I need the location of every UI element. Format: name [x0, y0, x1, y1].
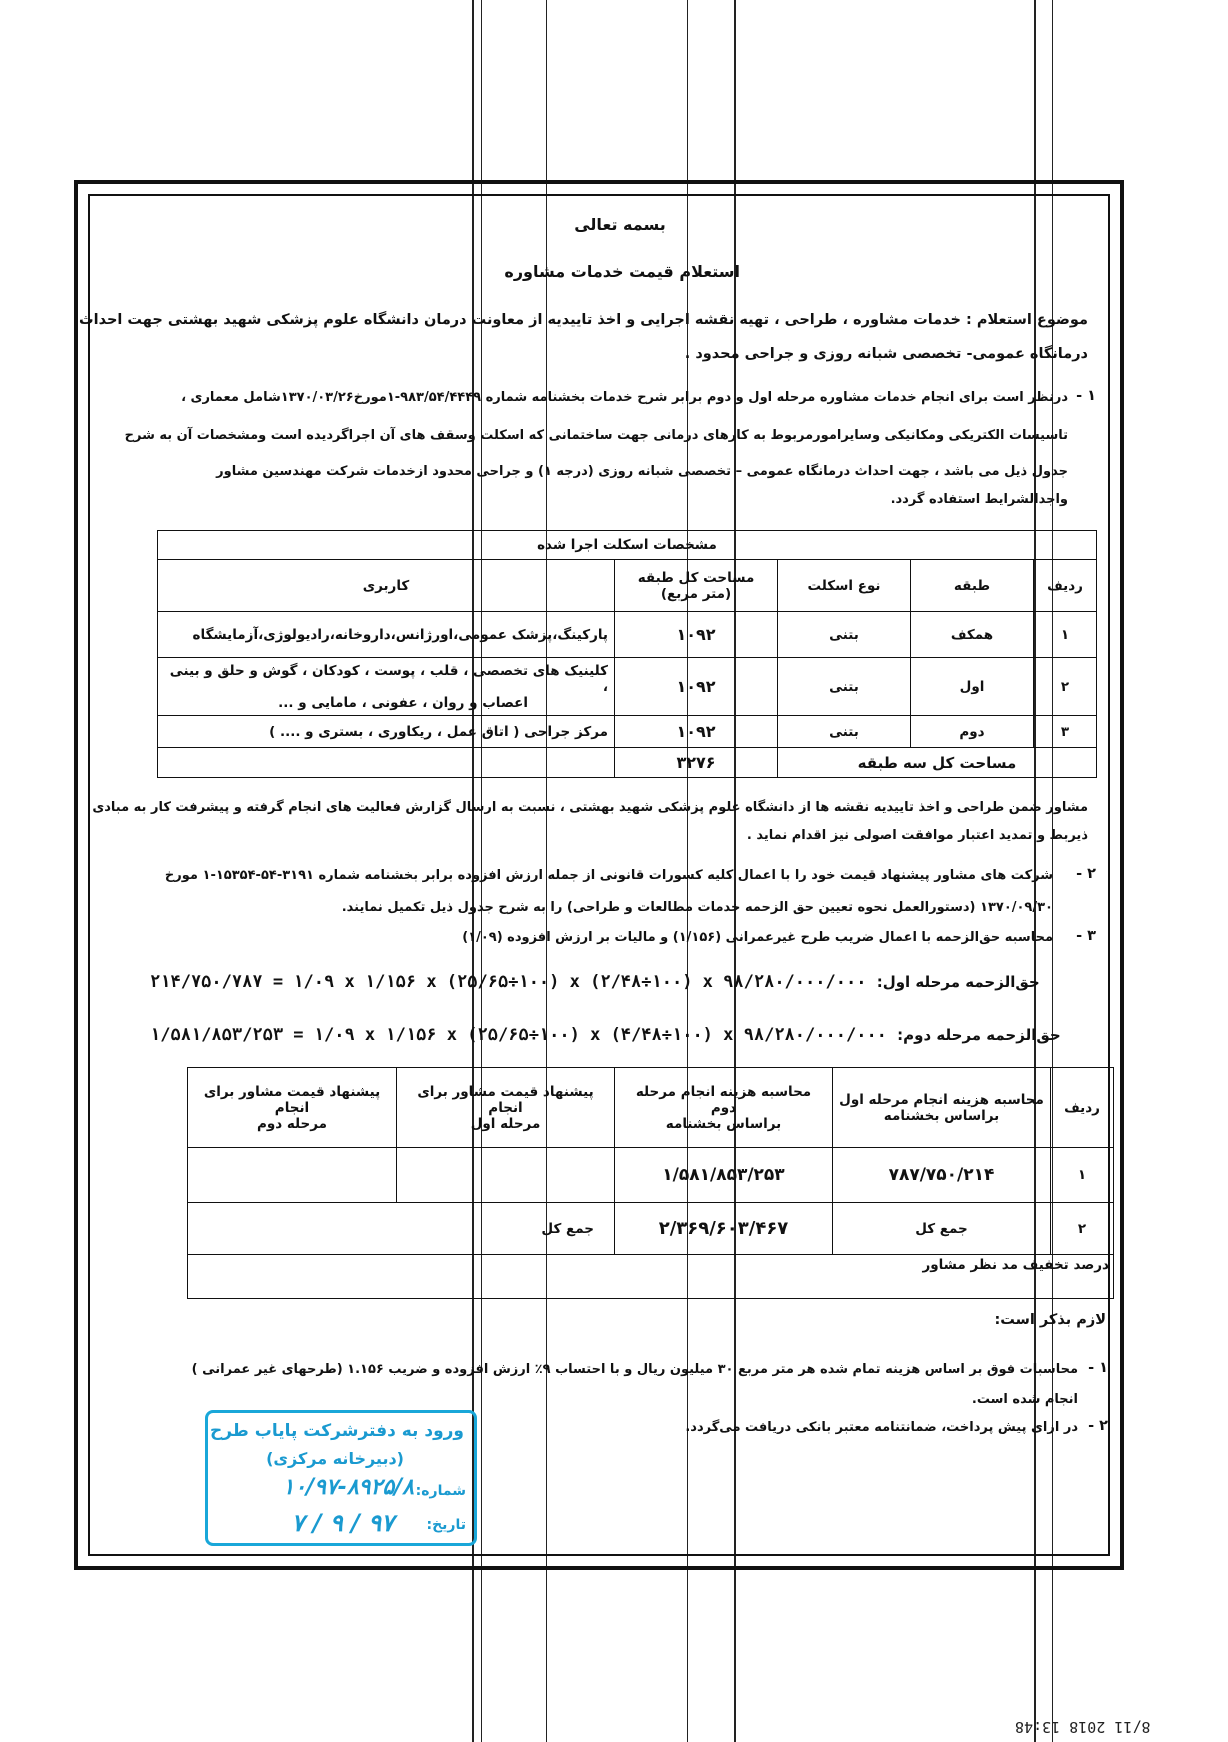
stamp-date-value: ۹۷ / ۹ / ۷	[291, 1509, 394, 1537]
table2-discount-row[interactable]	[188, 1255, 1114, 1299]
fee-formula-phase-1-expr: ۲۱۴/۷۵۰/۷۸۷ = ۱/۰۹ x ۱/۱۵۶ x (۲۵/۶۵÷۱۰۰) x (۲/۴۸÷۱۰۰) x ۹۸/۲۸۰/۰۰۰/۰۰۰	[150, 972, 867, 992]
note1-number: ۱ -	[1088, 1360, 1108, 1376]
fee-formula-phase-2	[150, 1025, 1061, 1045]
note1-line-1: محاسبات فوق بر اساس هزینه تمام شده هر متر مربع ۳۰ میلیون ریال و با احتساب ۹٪ ارزش افزوده و ضریب ۱.۱۵۶ (طرحهای غیر عمرانی )	[191, 1362, 1078, 1377]
table-row	[188, 1148, 1114, 1203]
para3-line-1: محاسبه حق‌الزحمه با اعمال ضریب طرح غیرعمرانی (۱/۱۵۶) و مالیات بر ارزش افزوده (۱/۰۹)	[462, 930, 1053, 945]
table1-header-area-line1: مساحت کل طبقه	[637, 569, 755, 586]
fax-timestamp: 8/11 2018 13:48	[1015, 1718, 1151, 1736]
table2-cell-no: ۱	[1051, 1148, 1114, 1203]
notes-heading: لازم بذکر است:	[994, 1312, 1106, 1328]
subject-line-1: موضوع استعلام : خدمات مشاوره ، طراحی ، تهیه نقشه اجرایی و اخذ تاییدیه از معاونت درمان دانشگاه علوم پزشکی شهید بهشتی جهت احداث	[79, 312, 1088, 328]
table1-cell-floor: همکف	[911, 612, 1034, 658]
para1-line-2: تاسیسات الکتریکی ومکانیکی وسایرامورمربوط به کارهای درمانی جهت ساختمانی که اسکلت وسقف های آن اجراگردیده است ومشخصات آن به شرح	[124, 428, 1068, 443]
table1-header-row: ردیف	[1034, 560, 1097, 612]
skeleton-specs-table	[157, 530, 1097, 778]
para2-line-1: شرکت های مشاور پیشنهاد قیمت خود را با اعمال کلیه کسورات قانونی از جمله ارزش افزوده برابر بخشنامه شماره ۳۱۹۱-۵۴-۱۵۳۵۴-۱ مورخ	[164, 868, 1053, 883]
fee-formula-phase-2-expr: ۱/۵۸۱/۸۵۳/۲۵۳ = ۱/۰۹ x ۱/۱۵۶ x (۲۵/۶۵÷۱۰۰) x (۴/۴۸÷۱۰۰) x ۹۸/۲۸۰/۰۰۰/۰۰۰	[150, 1025, 887, 1045]
table2-cell-phase2-offer[interactable]	[188, 1148, 397, 1203]
para1-number: ۱ -	[1076, 388, 1096, 404]
table2-cell-phase2-calc: ۱/۵۸۱/۸۵۳/۲۵۳	[615, 1148, 833, 1203]
note2-number: ۲ -	[1088, 1418, 1108, 1434]
table1-total-label: مساحت کل سه طبقه	[778, 748, 1097, 778]
table2-cell-phase1-offer[interactable]	[397, 1148, 615, 1203]
table1-total-empty	[158, 748, 615, 778]
table2-header-phase2-calc	[615, 1068, 833, 1148]
table1-cell-area: ۱۰۹۲	[615, 612, 778, 658]
subject-line-2: درمانگاه عمومی- تخصصی شبانه روزی و جراحی محدود .	[684, 346, 1088, 362]
table1-cell-usage-line2: اعصاب و روان ، عفونی ، مامایی و ...	[278, 694, 528, 711]
table2-header-phase1-offer-line1: پیشنهاد قیمت مشاور برای انجام	[417, 1083, 594, 1116]
table-row	[158, 612, 1097, 658]
table2-header-row: ردیف	[1051, 1068, 1114, 1148]
table2-cell-total-label: جمع کل	[833, 1203, 1051, 1255]
para2-number: ۲ -	[1076, 866, 1096, 882]
note1-line-2: انجام شده است.	[971, 1392, 1078, 1407]
stamp-number-label: شماره:	[415, 1483, 466, 1499]
table2-header-phase2-calc-line2: براساس بخشنامه	[665, 1115, 782, 1132]
table2-cell-phase1-calc: ۷۸۷/۷۵۰/۲۱۴	[833, 1148, 1051, 1203]
table1-cell-type: بتنی	[778, 612, 911, 658]
table-row	[158, 716, 1097, 748]
stamp-number-value: ۱۰/۹۷-۸۹۲۵/۸	[282, 1475, 414, 1500]
stamp-line-2: (دبیرخانه مرکزی)	[266, 1449, 404, 1468]
table2-discount-label: درصد تخفیف مد نظر مشاور	[922, 1257, 1109, 1273]
stamp-line-1: ورود به دفترشرکت پایاب طرح	[209, 1421, 464, 1441]
table2-cell-no: ۲	[1051, 1203, 1114, 1255]
table2-header-phase2-offer-line1: پیشنهاد قیمت مشاور برای انجام	[203, 1083, 381, 1116]
table1-cell-no: ۱	[1034, 612, 1097, 658]
table2-header-phase2-offer-line2: مرحله دوم	[256, 1115, 328, 1132]
note2-line-1: در ازای پیش پرداخت، ضمانتنامه معتبر بانکی دریافت می‌گردد.	[685, 1420, 1078, 1435]
table1-cell-floor: اول	[911, 658, 1034, 716]
para1-line-1: درنظر است برای انجام خدمات مشاوره مرحله اول و دوم برابر شرح خدمات بخشنامه شماره ۹۸۳/۵۴/۴۴۴۹-۱مورخ۱۳۷۰/۰۳/۲۶شامل معماری ،	[181, 390, 1068, 405]
table1-cell-type: بتنی	[778, 716, 911, 748]
table-row	[188, 1203, 1114, 1255]
table1-header-floor: طبقه	[911, 560, 1034, 612]
receipt-stamp	[205, 1410, 477, 1546]
bismillah: بسمه تعالی	[574, 215, 666, 234]
table2-cell-offer-total-label: جمع کل	[541, 1220, 594, 1237]
table1-cell-usage: مرکز جراحی ( اتاق عمل ، ریکاوری ، بستری و .... )	[158, 716, 615, 748]
table-row	[158, 658, 1097, 716]
para2-line-2: ۱۳۷۰/۰۹/۳۰ (دستورالعمل نحوه تعیین حق الزحمه خدمات مطالعات و طراحی) را به شرح جدول ذیل تکمیل نمایند.	[341, 900, 1053, 915]
table1-cell-area: ۱۰۹۲	[615, 716, 778, 748]
table2-header-phase2-offer	[188, 1068, 397, 1148]
fee-formula-phase-1	[150, 972, 1040, 992]
mid-paragraph-line-1: مشاور ضمن طراحی و اخذ تاییدیه نقشه ها از دانشگاه علوم پزشکی شهید بهشتی ، نسبت به ارسال گزارش فعالیت های انجام گرفته و پیشرفت کار به مبادی	[92, 800, 1088, 815]
mid-paragraph-line-2: ذیربط و تمدید اعتبار موافقت اصولی نیز اقدام نماید .	[746, 828, 1088, 843]
table-row	[158, 748, 1097, 778]
table1-header-usage: کاربری	[158, 560, 615, 612]
para1-line-3: جدول ذیل می باشد ، جهت احداث درمانگاه عمومی – تخصصی شبانه روزی (درجه ۱) و جراحی محدود ازخدمات شرکت مهندسین مشاور	[216, 464, 1068, 479]
table1-cell-area: ۱۰۹۲	[615, 658, 778, 716]
table2-header-phase1-offer-line2: مرحله اول	[470, 1115, 541, 1132]
table1-cell-type: بتنی	[778, 658, 911, 716]
table1-cell-usage: پارکینگ،پزشک عمومی،اورژانس،داروخانه،رادیولوژی،آزمایشگاه	[158, 612, 615, 658]
table1-cell-no: ۳	[1034, 716, 1097, 748]
table1-cell-no: ۲	[1034, 658, 1097, 716]
table2-header-phase2-calc-line1: محاسبه هزینه انجام مرحله دوم	[635, 1083, 812, 1116]
table2-cell-offer-total[interactable]	[188, 1203, 615, 1255]
stamp-date-label: تاریخ:	[426, 1517, 466, 1533]
table1-cell-usage	[158, 658, 615, 716]
table2-header-phase1-calc-line2: براساس بخشنامه	[883, 1107, 1000, 1124]
table2-header-phase1-calc	[833, 1068, 1051, 1148]
table2-header-phase1-offer	[397, 1068, 615, 1148]
table1-title: مشخصات اسکلت اجرا شده	[158, 531, 1097, 560]
table2-cell-total-value: ۲/۳۶۹/۶۰۳/۴۶۷	[615, 1203, 833, 1255]
table1-header-area-line2: (متر مربع)	[660, 585, 732, 602]
para3-number: ۳ -	[1076, 928, 1096, 944]
document-title: استعلام قیمت خدمات مشاوره	[504, 262, 740, 281]
table2-header-phase1-calc-line1: محاسبه هزینه انجام مرحله اول	[839, 1091, 1044, 1108]
fee-proposal-table	[187, 1067, 1114, 1299]
table1-total-value: ۳۲۷۶	[615, 748, 778, 778]
table1-header-type: نوع اسکلت	[778, 560, 911, 612]
table1-header-area	[615, 560, 778, 612]
table1-cell-usage-line1: کلینیک های تخصصی ، قلب ، پوست ، کودکان ، گوش و حلق و بینی ،	[169, 662, 608, 695]
table1-cell-floor: دوم	[911, 716, 1034, 748]
fee-formula-phase-2-label: :حق‌الزحمه مرحله دوم	[897, 1026, 1061, 1044]
table-row	[188, 1255, 1114, 1299]
fee-formula-phase-1-label: :حق‌الزحمه مرحله اول	[876, 973, 1040, 991]
para1-line-4: واجدالشرایط استفاده گردد.	[890, 492, 1068, 507]
